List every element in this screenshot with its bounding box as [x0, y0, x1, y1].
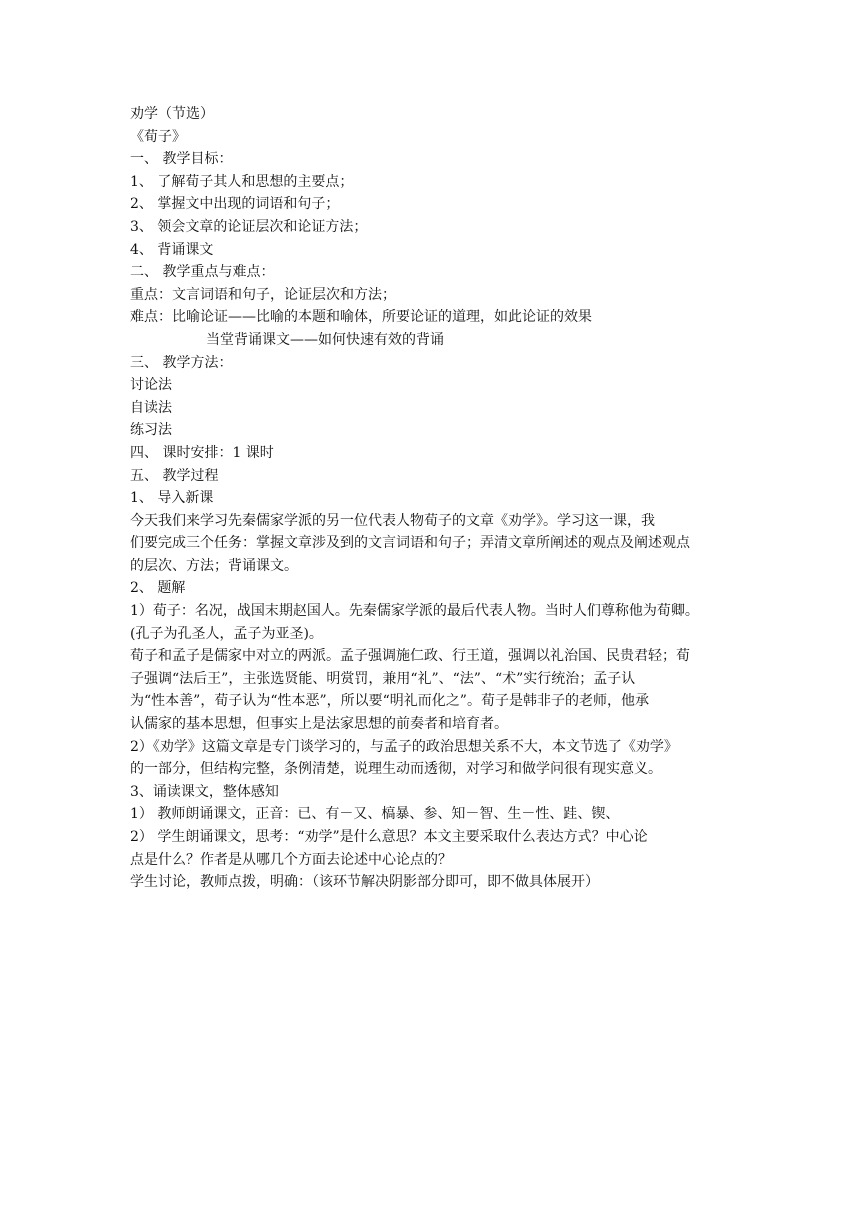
document-title: 劝学（节选）	[130, 106, 214, 122]
text-line: 的层次、方法；背诵课文。	[130, 557, 298, 574]
subsection-heading: 2、 题解	[130, 580, 186, 597]
list-item: 4、 背诵课文	[130, 241, 214, 258]
text-line: 难点：比喻论证——比喻的本题和喻体，所要论证的道理，如此论证的效果	[130, 309, 592, 326]
document-page	[130, 103, 734, 894]
text-line: 练习法	[130, 422, 172, 439]
text-line: 1） 教师朗诵课文，正音：已、有－又、槁暴、参、知－智、生－性、跬、锲、	[130, 806, 620, 823]
text-line: 今天我们来学习先秦儒家学派的另一位代表人物荀子的文章《劝学》。学习这一课，我	[130, 512, 655, 529]
text-line: 们要完成三个任务：掌握文章涉及到的文言词语和句子；弄清文章所阐述的观点及阐述观点	[130, 535, 690, 552]
section-heading: 四、 课时安排：1 课时	[130, 444, 274, 461]
text-line: 1）荀子：名况，战国末期赵国人。先秦儒家学派的最后代表人物。当时人们尊称他为荀卿。	[130, 603, 699, 620]
text-line: 自读法	[130, 399, 172, 416]
text-line: 的一部分，但结构完整，条例清楚，说理生动而透彻，对学习和做学问很有现实意义。	[130, 761, 662, 778]
text-line: 子强调“法后王”，主张选贤能、明赏罚，兼用“礼”、“法”、“术”实行统治；孟子认	[130, 670, 636, 687]
text-line: 荀子和孟子是儒家中对立的两派。孟子强调施仁政、行王道，强调以礼治国、民贵君轻；荀	[130, 648, 690, 665]
subsection-heading: 3、诵读课文，整体感知	[130, 783, 279, 800]
text-line: 学生讨论，教师点拨，明确：（该环节解决阴影部分即可，即不做具体展开）	[130, 874, 599, 891]
text-line: 2）《劝学》这篇文章是专门谈学习的，与孟子的政治思想关系不大，本文节选了《劝学》	[130, 738, 678, 755]
document-author: 《荀子》	[130, 128, 186, 145]
text-line: (孔子为孔圣人，孟子为亚圣)。	[130, 625, 323, 642]
text-line: 2） 学生朗诵课文，思考：“劝学”是什么意思？本文主要采取什么表达方式？中心论	[130, 829, 648, 845]
text-line: 当堂背诵课文——如何快速有效的背诵	[206, 331, 444, 348]
text-line: 重点：文言词语和句子，论证层次和方法；	[130, 286, 396, 303]
list-item: 3、 领会文章的论证层次和论证方法；	[130, 218, 368, 235]
list-item: 2、 掌握文中出现的词语和句子；	[130, 196, 340, 213]
subsection-heading: 1、 导入新课	[130, 490, 214, 507]
section-heading: 三、 教学方法：	[130, 354, 233, 371]
section-heading: 五、 教学过程	[130, 467, 219, 484]
text-line: 点是什么？作者是从哪几个方面去论述中心论点的？	[130, 851, 452, 868]
section-heading: 二、 教学重点与难点：	[130, 264, 275, 281]
section-heading: 一、 教学目标：	[130, 151, 233, 168]
text-line: 为“性本善”，荀子认为“性本恶”，所以要“明礼而化之”。荀子是韩非子的老师，他承	[130, 693, 649, 710]
text-line: 认儒家的基本思想，但事实上是法家思想的前奏者和培育者。	[130, 716, 508, 733]
list-item: 1、 了解荀子其人和思想的主要点；	[130, 173, 354, 190]
text-line: 讨论法	[130, 377, 172, 394]
